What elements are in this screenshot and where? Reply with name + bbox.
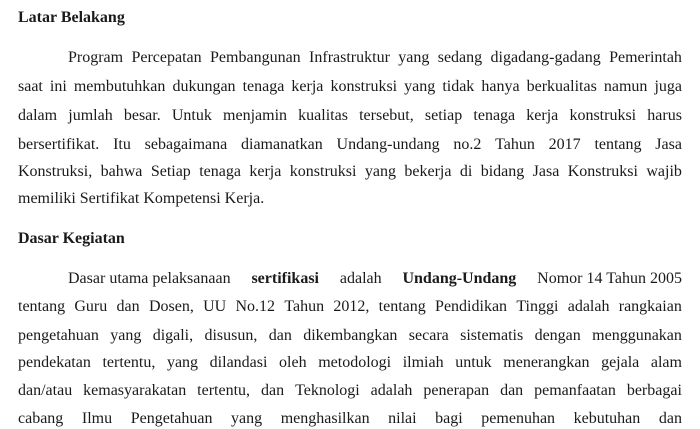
paragraph-line [18,162,682,182]
word: dan [261,382,285,399]
word: Guru [74,298,108,315]
word: pemenuhan [481,410,556,427]
paragraph-line [18,409,682,429]
word: 2012, [333,298,370,315]
word: tersebut, [359,107,414,124]
word: konstruksi [289,163,357,180]
word: jumlah [68,107,113,124]
word: dilandasi [209,354,268,371]
word: metodologi [318,354,392,371]
word: dengan [534,327,581,344]
word: kerja [291,78,324,95]
word: juga [654,78,682,95]
word: pemanfaatan [534,382,616,399]
text-segment: adalah [339,270,382,287]
word: dan/atau [18,382,73,399]
word: sebagaimana [144,136,228,153]
word: berkualitas [526,78,597,95]
word: tenaga [242,78,285,95]
word: membutuhkan [73,78,166,95]
word: secara [408,327,449,344]
word: adalah [567,298,610,315]
word: cabang [18,410,64,427]
word: Jasa [532,163,560,180]
word: No.12 [235,298,276,315]
word: kerja [249,163,282,180]
word: besar. [123,107,161,124]
word: namun [603,78,648,95]
word: yang [166,354,199,371]
word: Tahun [495,136,535,153]
paragraph-line [68,48,682,68]
word: UU [203,298,227,315]
word: tenaga [199,163,241,180]
word: digali, [152,327,194,344]
word: dan [500,382,524,399]
word: Kerja. [224,190,265,207]
word: Dosen, [148,298,194,315]
word: Pembangunan [210,49,301,66]
word: menerangkan [503,354,590,371]
word: dukungan [172,78,236,95]
word: tenaga [473,107,516,124]
word: Setiap [150,163,191,180]
word: bahwa [100,163,143,180]
word: sistematis [460,327,524,344]
word: ini [49,78,67,95]
word: dan [116,298,140,315]
word: pengetahuan [18,327,99,344]
word: tidak [442,78,475,95]
word: harus [647,107,682,124]
word: konstruksi [330,78,398,95]
word: alam [650,354,682,371]
text-segment: Nomor 14 Tahun 2005 [537,270,682,287]
word: tentang [378,298,426,315]
word: dan [268,327,292,344]
word: yang [404,78,436,95]
paragraph-line [18,326,682,346]
word: 2017 [548,136,581,153]
word: berbagai [626,382,682,399]
word: dalam [18,107,58,124]
word: disusun, [204,327,258,344]
word: ilmiah [402,354,444,371]
word: bidang [480,163,525,180]
word: oleh [279,354,307,371]
word: Konstruksi [567,163,638,180]
word: bekerja [404,163,452,180]
word: konstruksi [569,107,637,124]
word: digadang-gadang [490,49,601,66]
word: dan [658,410,682,427]
word: kemasyarakatan [83,382,187,399]
word: bagi [435,410,463,427]
word: penerapan [423,382,490,399]
word: memiliki [18,190,76,207]
word: Pengetahuan [130,410,213,427]
word: bersertifikat. [18,136,100,153]
word: pendekatan [18,354,91,371]
word: kualitas [298,107,348,124]
word: untuk [455,354,492,371]
word: Jasa [655,136,682,153]
word: Pendidikan [435,298,508,315]
word: Infrastruktur [309,49,390,66]
word: yang [364,163,396,180]
paragraph-line [18,189,682,209]
paragraph-line [18,353,682,373]
section-heading-dasar-kegiatan: Dasar Kegiatan [18,230,125,247]
word: Ilmu [81,410,113,427]
word: adalah [370,382,413,399]
word: Sertifikat [79,190,140,207]
word: yang [231,410,263,427]
word: Konstruksi, [18,163,93,180]
word: sedang [437,49,483,66]
word: kebutuhan [573,410,641,427]
word: no.2 [453,136,482,153]
word: kerja [526,107,559,124]
word: menggunakan [592,327,682,344]
word: Percepatan [131,49,202,66]
paragraph-line [18,106,682,126]
word: tentang [594,136,642,153]
word: Teknologi [295,382,360,399]
word: yang [398,49,430,66]
word: Tinggi [516,298,559,315]
word: menghasilkan [280,410,370,427]
word: Program [68,49,124,66]
word: Undang-undang [336,136,440,153]
section-heading-latar-belakang: Latar Belakang [18,9,125,26]
word: wajib [646,163,682,180]
word: di [459,163,473,180]
bold-term-sertifikasi: sertifikasi [251,270,319,287]
word: nilai [388,410,417,427]
word: Untuk [171,107,212,124]
paragraph-line [18,381,682,401]
word: tertentu, [197,382,251,399]
word: Tahun [284,298,325,315]
word: hanya [481,78,520,95]
word: tertentu, [102,354,156,371]
word: diamanatkan [241,136,323,153]
word: dikembangkan [303,327,398,344]
text-segment: Dasar utama pelaksanaan [68,270,231,287]
word: gejala [601,354,640,371]
paragraph-line [18,297,682,317]
word: saat [18,78,43,95]
word: yang [110,327,142,344]
bold-term-undang-undang: Undang-Undang [402,270,517,287]
word: menjamin [223,107,288,124]
word: Itu [113,136,131,153]
word: tentang [18,298,66,315]
word: rangkaian [618,298,682,315]
word: Kompetensi [143,190,221,207]
word: setiap [424,107,463,124]
paragraph-line-first [68,269,682,289]
word: Pemerintah [609,49,682,66]
paragraph-line [18,135,682,155]
paragraph-line [18,77,682,97]
